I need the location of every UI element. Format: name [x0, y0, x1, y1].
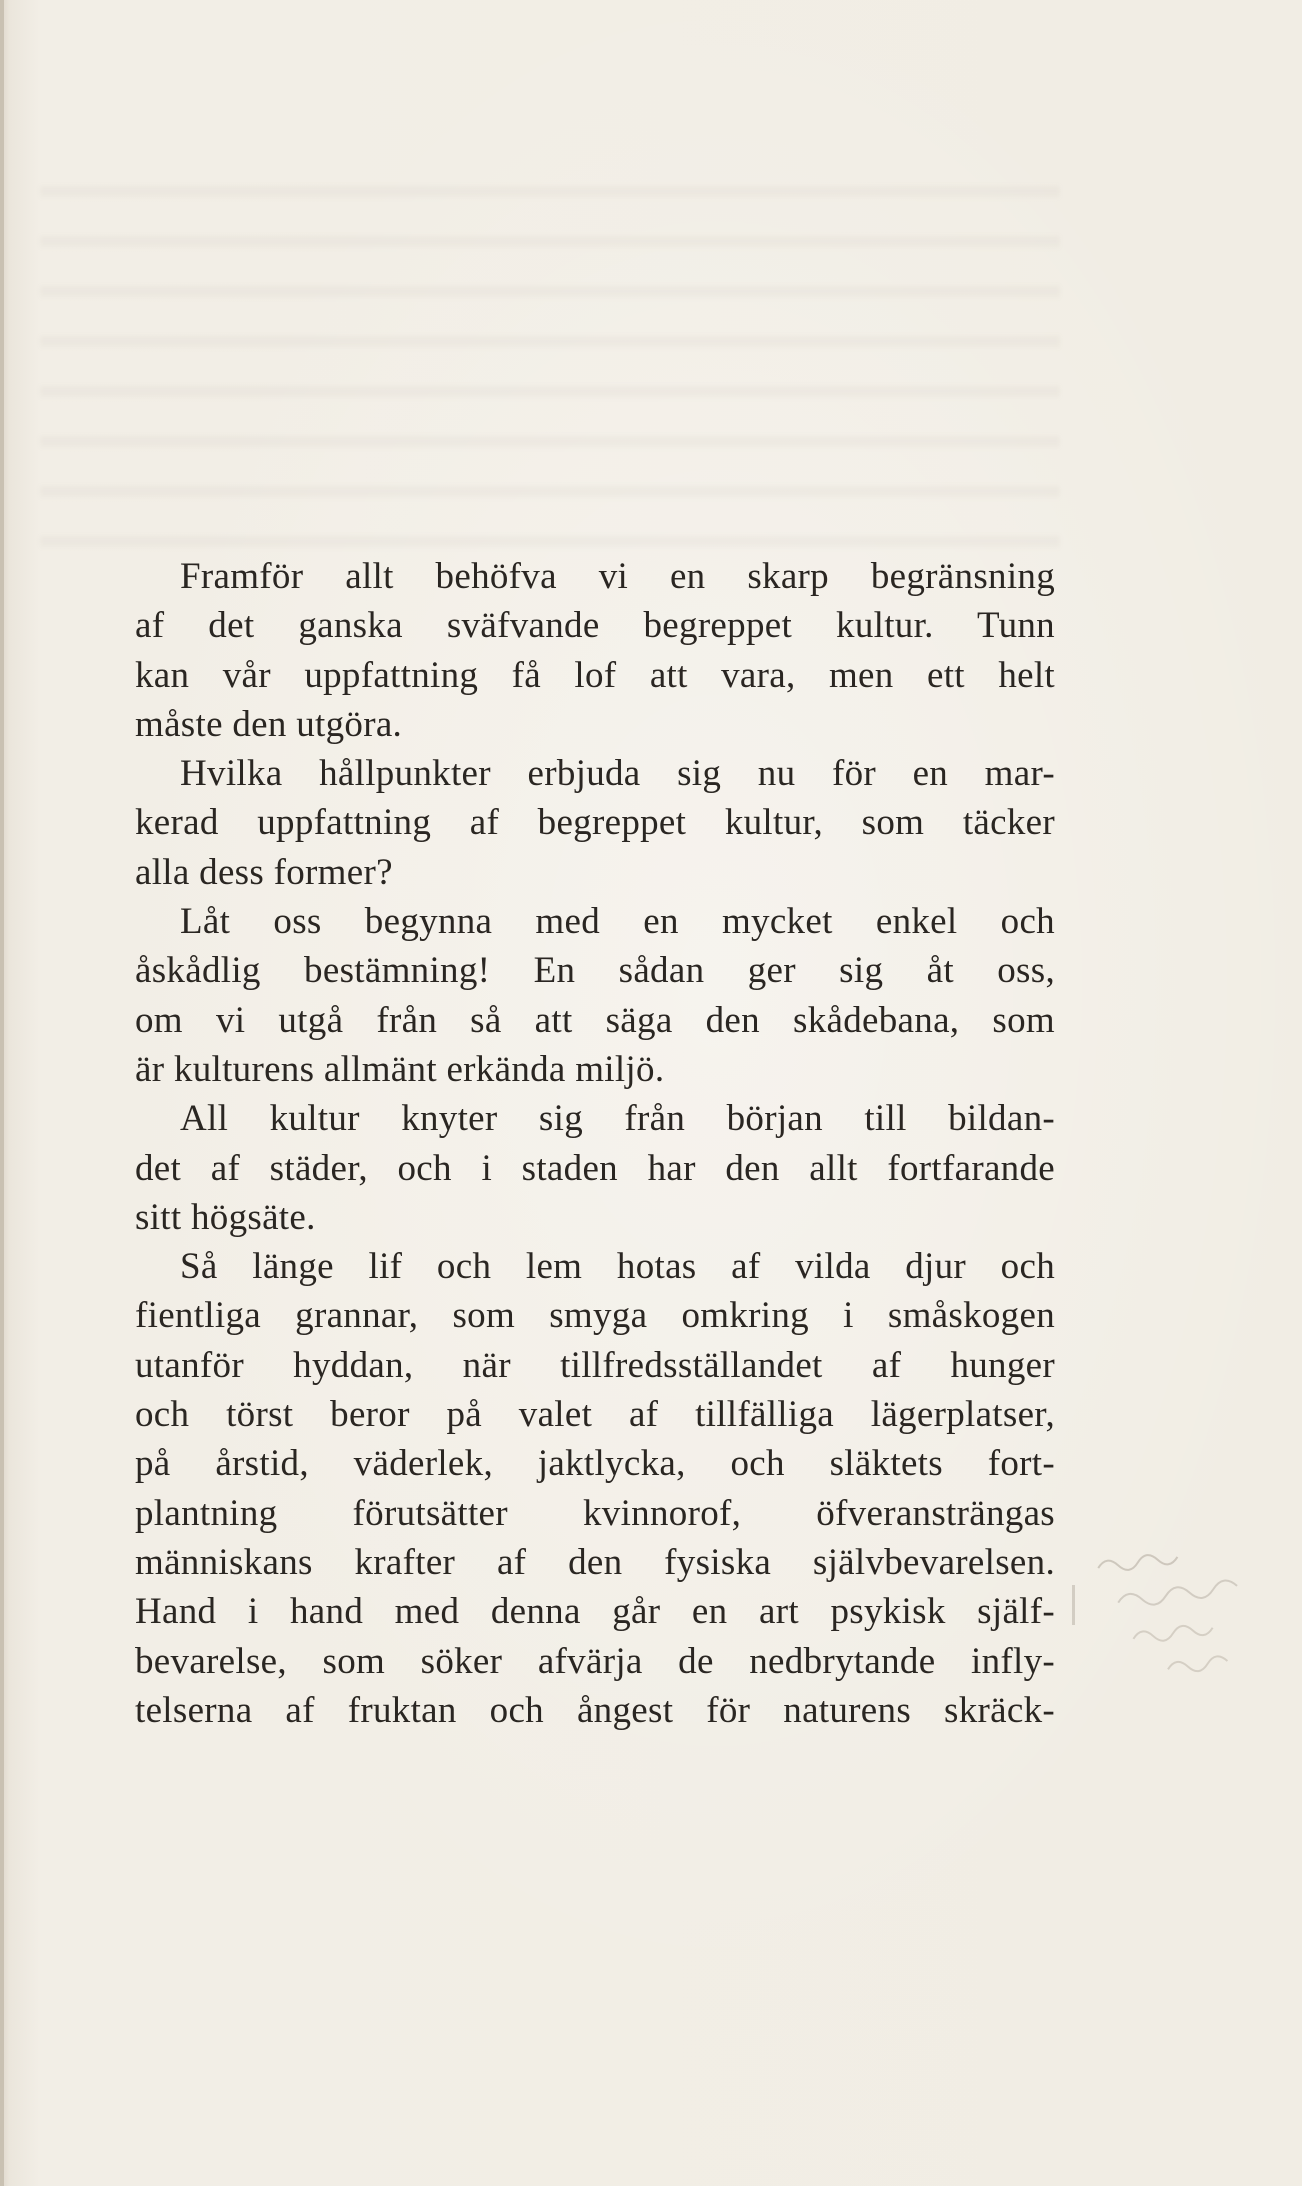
margin-mark — [1072, 1585, 1075, 1625]
text-line: kan vår uppfattning få lof att vara, men ett helt — [135, 654, 1055, 696]
text-line: fientliga grannar, som smyga omkring i småskogen — [135, 1295, 1055, 1337]
text-line: All kultur knyter sig från början till bildan- — [180, 1098, 1055, 1140]
text-line: telserna af fruktan och ångest för naturens skräck- — [135, 1689, 1055, 1731]
text-line: Så länge lif och lem hotas af vilda djur och — [180, 1246, 1055, 1288]
body-text — [135, 552, 1055, 1735]
text-line: kerad uppfattning af begreppet kultur, som täcker — [135, 802, 1055, 844]
page-binding-edge — [0, 0, 4, 2186]
text-line: Hvilka hållpunkter erbjuda sig nu för en mar- — [180, 753, 1055, 795]
text-line: plantning förutsätter kvinnorof, öfveransträngas — [135, 1492, 1055, 1534]
text-line: människans krafter af den fysiska självbevarelsen. — [135, 1541, 1055, 1583]
text-line: måste den utgöra. — [135, 703, 403, 745]
text-line: om vi utgå från så att säga den skådebana, som — [135, 999, 1055, 1041]
faint-margin-note-graphic — [1090, 1518, 1300, 1703]
text-line: utanför hyddan, när tillfredsställandet af hunger — [135, 1344, 1055, 1386]
text-line: det af städer, och i staden har den allt fortfarande — [135, 1147, 1055, 1189]
text-line: Låt oss begynna med en mycket enkel och — [180, 901, 1055, 943]
text-line: åskådlig bestämning! En sådan ger sig åt oss, — [135, 950, 1055, 992]
handwriting-trace — [1090, 1518, 1300, 1703]
text-line: på årstid, väderlek, jaktlycka, och släktets fort- — [135, 1443, 1055, 1485]
text-line: af det ganska sväfvande begreppet kultur. Tunn — [135, 605, 1055, 647]
text-line: alla dess former? — [135, 851, 393, 893]
text-line: Hand i hand med denna går en art psykisk själf- — [135, 1591, 1055, 1633]
text-line: och törst beror på valet af tillfälliga lägerplatser, — [135, 1394, 1055, 1436]
text-line: är kulturens allmänt erkända miljö. — [135, 1048, 665, 1090]
text-line: sitt högsäte. — [135, 1196, 316, 1238]
show-through-text — [40, 150, 1060, 550]
text-line: Framför allt behöfva vi en skarp begränsning — [180, 556, 1055, 597]
text-line: bevarelse, som söker afvärja de nedbrytande infly- — [135, 1640, 1055, 1682]
